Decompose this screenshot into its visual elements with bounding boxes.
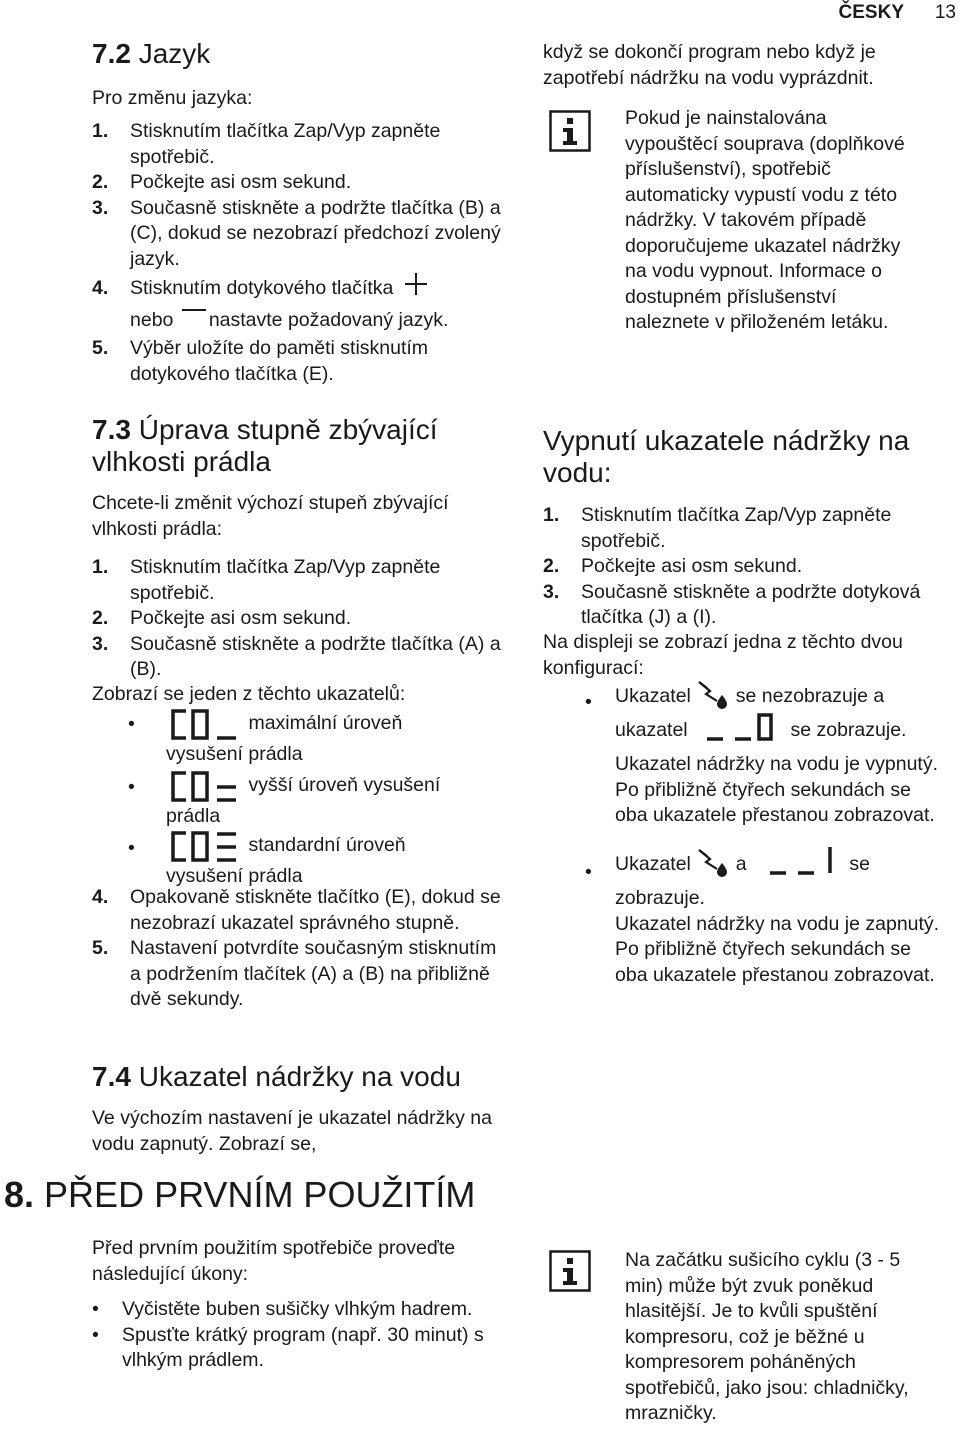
list-item: 4. Opakovaně stiskněte tlačítko (E), dokud se nezobrazí ukazatel správného stupně.	[92, 886, 501, 934]
info-note: Pokud je nainstalována vypouštěcí souprava (doplňkové příslušenství), spotřebič automaticky vypustí vodu z této nádržky. V takovém případě doporučujeme ukazatel nádržky na vodu vypnout. Informace o dostupném příslušenství naleznete v přiloženém letáku.	[625, 107, 905, 333]
list-item: 2. Počkejte asi osm sekund.	[92, 171, 352, 193]
list-item: 5. Výběr uložíte do paměti stisknutím dotykového tlačítka (E).	[92, 337, 429, 385]
list-item: 1. Stisknutím tlačítka Zap/Vyp zapněte spotřebič.	[92, 556, 441, 604]
display-standard-icon	[166, 830, 242, 864]
config-2: Ukazatel a se zobrazuje. Ukazatel nádržky na vodu je zapnutý. Po přibližně čtyřech sekundách se oba ukazatele přestanou zobrazovat.	[615, 852, 945, 988]
list-item: 3. Současně stiskněte a podržte dotyková tlačítka (J) a (I).	[543, 580, 921, 628]
paragraph: Zobrazí se jeden z těchto ukazatelů:	[92, 683, 406, 705]
indicator-max: maximální úroveň vysušení prádla	[166, 708, 514, 768]
info-note: Na začátku sušicího cyklu (3 - 5 min) může být zvuk poněkud hlasitější. Je to kvůli spuštění kompresoru, což je běžné u kompresorem poháněných spotřebičů, jako jsou: chladničky, mrazničky.	[625, 1249, 909, 1424]
list-item: 1. Stisknutím tlačítka Zap/Vyp zapněte spotřebič.	[92, 120, 441, 168]
list-item: • Vyčistěte buben sušičky vlhkým hadrem.	[92, 1298, 473, 1320]
list-item: 3. Současně stiskněte a podržte tlačítka (B) a (C), dokud se nezobrazí předchozí zvolený jazyk.	[92, 196, 501, 270]
list-item: 3. Současně stiskněte a podržte tlačítka (A) a (B).	[92, 632, 501, 680]
display-higher-icon	[166, 770, 242, 804]
paragraph: Chcete-li změnit výchozí stupeň zbývající vlhkosti prádla:	[92, 492, 449, 540]
chapter-8-heading	[4, 1175, 475, 1215]
list-item: 2. Počkejte asi osm sekund.	[543, 555, 803, 577]
bullet-dot: •	[585, 691, 592, 713]
bullet-list	[92, 1297, 502, 1374]
tank-drain-icon	[696, 679, 730, 709]
info-icon	[549, 1250, 591, 1292]
bullet-dot: •	[128, 837, 135, 859]
section-number: 7.4	[92, 1061, 131, 1092]
bullet-dot: •	[128, 713, 135, 735]
steps-list-7-3b	[92, 885, 512, 1013]
section-7-2-heading	[92, 38, 210, 70]
header-language: ČESKY	[838, 2, 904, 23]
section-number: 7.2	[92, 38, 131, 69]
paragraph: když se dokončí program nebo když je zapotřebí nádržku na vodu vyprázdnit.	[543, 41, 876, 89]
display-max-icon	[166, 708, 242, 742]
steps-list-7-3	[92, 555, 512, 683]
section-7-4-heading	[92, 1061, 461, 1093]
display-dash-one-icon	[756, 845, 840, 877]
display-dash-zero-icon	[697, 711, 781, 743]
indicator-standard: standardní úroveň vysušení prádla	[166, 830, 514, 890]
paragraph: Na displeji se zobrazí jedna z těchto dvou konfigurací:	[543, 631, 903, 679]
chapter-title: PŘED PRVNÍM POUŽITÍM	[44, 1174, 476, 1215]
indicator-higher: vyšší úroveň vysušení prádla	[166, 770, 514, 830]
paragraph: Před prvním použitím spotřebiče proveďte následující úkony:	[92, 1237, 456, 1285]
steps-list-7-2	[92, 119, 502, 387]
tank-drain-icon	[696, 847, 730, 877]
paragraph: Pro změnu jazyka:	[92, 87, 253, 109]
list-item: 2. Počkejte asi osm sekund.	[92, 607, 352, 629]
chapter-number: 8.	[4, 1174, 35, 1215]
bullet-dot: •	[585, 861, 592, 883]
section-7-3-heading	[92, 414, 438, 478]
plus-icon	[403, 271, 429, 297]
list-item: • Spusťte krátký program (např. 30 minut) s vlhkým prádlem.	[92, 1323, 484, 1371]
paragraph: Ve výchozím nastavení je ukazatel nádržky na vodu zapnutý. Zobrazí se,	[92, 1107, 492, 1155]
list-item: 4. Stisknutím dotykového tlačítka nebo nastavte požadovaný jazyk.	[92, 272, 502, 336]
section-number: 7.3	[92, 414, 131, 445]
minus-icon	[181, 307, 207, 321]
section-title: Ukazatel nádržky na vodu	[138, 1061, 461, 1092]
list-item: 1. Stisknutím tlačítka Zap/Vyp zapněte spotřebič.	[543, 504, 892, 552]
bullet-dot: •	[128, 776, 135, 798]
section-title-2: vlhkosti prádla	[92, 446, 271, 477]
section-title: Úprava stupně zbývající	[138, 414, 438, 445]
section-title: Jazyk	[138, 38, 211, 69]
info-icon	[549, 110, 591, 152]
page-number: 13	[934, 2, 956, 23]
config-1: Ukazatel se nezobrazuje a ukazatel se zobrazuje. Ukazatel nádržky na vodu je vypnutý. Po přibližně čtyřech sekundách se oba ukazatele přestanou zobrazovat.	[615, 684, 945, 829]
list-item: 5. Nastavení potvrdíte současným stisknutím a podržením tlačítek (A) a (B) na přibližně dvě sekundy.	[92, 937, 497, 1010]
steps-list-right	[543, 503, 953, 631]
subheading: Vypnutí ukazatele nádržky na vodu:	[543, 425, 910, 488]
